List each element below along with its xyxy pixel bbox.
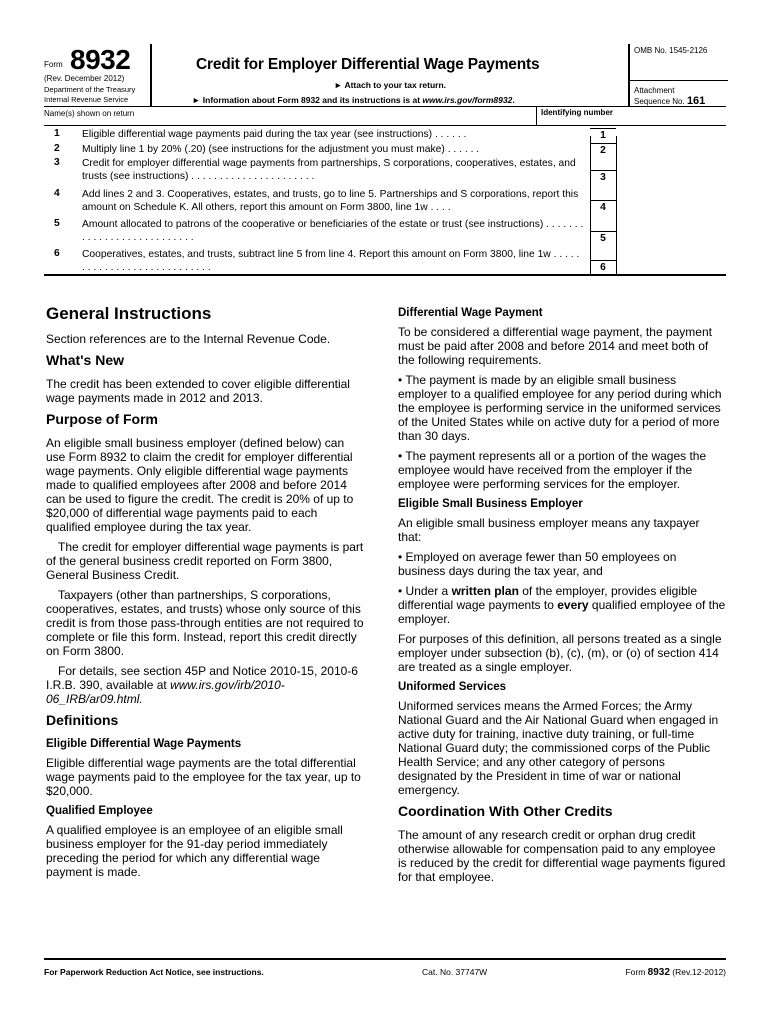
esbe-heading: Eligible Small Business Employer xyxy=(398,498,583,510)
coordination-heading: Coordination With Other Credits xyxy=(398,803,613,819)
esbe-text: An eligible small business employer means any taxpayer that: xyxy=(398,516,700,544)
dwp-text: To be considered a differential wage payment, the payment must be paid after 2008 and before 2014 and meet both of the following requirements. xyxy=(398,325,712,367)
line-box[interactable]: 4 xyxy=(590,200,616,215)
sequence-number: Sequence No. 161 xyxy=(634,95,706,107)
section-refs: Section references are to the Internal Revenue Code. xyxy=(46,332,331,346)
omb-number: OMB No. 1545-2126 xyxy=(634,46,708,55)
whats-new-heading: What's New xyxy=(46,352,125,368)
catalog-number: Cat. No. 37747W xyxy=(422,967,488,977)
form-page xyxy=(44,44,726,276)
coordination-text: The amount of any research credit or orphan drug credit otherwise allowable for compensation paid to any employee is reduced by the credit for differential wage payments figured for that employee. xyxy=(398,828,726,884)
footer xyxy=(44,958,726,978)
footer-form-id: Form 8932 (Rev.12-2012) xyxy=(625,967,726,978)
uniformed-services-text: Uniformed services means the Armed Forces; the Army National Guard and the Air National Guard when engaged in active duty for training, inactive duty training, or full-time National Guard duty; the commissioned corps of the Public Health Service; and any other category of persons designated by the President in time of war or national emergency. xyxy=(398,699,719,797)
revision-date: (Rev. December 2012) xyxy=(44,74,125,83)
attachment-label: Attachment xyxy=(634,86,675,95)
general-instructions-heading: General Instructions xyxy=(46,304,212,323)
line-box[interactable]: 5 xyxy=(590,231,616,246)
info-note: ► Information about Form 8932 and its instructions is at www.irs.gov/form8932. xyxy=(192,95,515,105)
form-id-block xyxy=(44,44,152,106)
esbe-bullet-2: • Under a written plan of the employer, provides eligible differential wage payments to every qualified employee of the employer. xyxy=(398,584,726,626)
omb-block xyxy=(628,44,728,106)
purpose-p1: An eligible small business employer (defined below) can use Form 8932 to claim the credit for employer differential wage payments. Only eligible differential wage payments made to qualified employees after 2008 and before 2014 can be used to figure the credit. The credit is 20% of up to $20,000 of differential wage payments paid to each qualified employee during the tax year. xyxy=(46,436,354,534)
esbe-bullet-1: • Employed on average fewer than 50 employees on business days during the tax year, and xyxy=(398,550,677,578)
notice-url[interactable]: www.irs.gov/irb/2010-06_IRB/ar09.html. xyxy=(46,678,285,706)
dwp-heading: Differential Wage Payment xyxy=(398,307,543,319)
department: Department of the Treasury xyxy=(44,85,136,94)
form-header xyxy=(44,44,726,107)
line-box[interactable]: 1 xyxy=(590,128,616,143)
edwp-heading: Eligible Differential Wage Payments xyxy=(46,738,242,750)
info-url[interactable]: www.irs.gov/form8932 xyxy=(422,95,513,105)
purpose-heading: Purpose of Form xyxy=(46,411,159,427)
purpose-p2: The credit for employer differential wage payments is part of the general business credit reported on Form 3800, General Business Credit. xyxy=(46,540,364,582)
name-row xyxy=(44,107,726,126)
title-block xyxy=(152,44,628,106)
purpose-p4: For details, see section 45P and Notice 2010-15, 2010-6 I.R.B. 390, available at www.irs.gov/irb/2010-06_IRB/ar09.html. xyxy=(46,664,358,706)
agency: Internal Revenue Service xyxy=(44,95,129,104)
line-items: 1 Eligible differential wage payments paid during the tax year (see instructions) . . . . . . 1 2 Multiply line 1 by 20% (.20) (see instructions for the adjustment you must make) . . . . . . 2 3 Credit for employer differential wage payments from partnerships, S corporations, cooperatives, estates, and trusts (see instructions) . . . . . . . . . . . . . . . . . . . . . . 3 4 Add lines 2 and 3. Cooperatives, estates, and trusts, go to line 5. Partnerships and S corporations, report this amount on Schedule K. All others, report this amount on Form 3800, line 1w . . . . 4 5 Amount allocated to patrons of the cooperative or beneficiaries of the estate or trust (see instructions) . . . . . . . . . . . . . . . . . . . . . . . . . . . 5 6 Cooperatives, estates, and trusts, subtract line 5 from line 4. Report this amount on Form 3800, line 1w . . . . . . . . . . . . . . . . . . . . . . . . . . . . 6 xyxy=(44,126,726,276)
line-box[interactable]: 3 xyxy=(590,170,616,185)
definitions-heading: Definitions xyxy=(46,712,119,728)
qualified-employee-heading: Qualified Employee xyxy=(46,805,153,817)
whats-new-text: The credit has been extended to cover eligible differential wage payments made in 2012 and 2013. xyxy=(46,377,350,405)
paperwork-notice: For Paperwork Reduction Act Notice, see instructions. xyxy=(44,967,264,977)
edwp-text: Eligible differential wage payments are the total differential wage payments paid to the employee for the tax year, up to $20,000. xyxy=(46,756,361,798)
esbe-p2: For purposes of this definition, all persons treated as a single employer under subsection (b), (c), (m), or (o) of section 414 are treated as a single employer. xyxy=(398,632,722,674)
line-box[interactable]: 2 xyxy=(590,143,616,158)
qualified-employee-text: A qualified employee is an employee of an eligible small business employer for the 91-day period immediately preceding the period for which any differential wage payment is made. xyxy=(46,823,343,879)
identifying-number-field[interactable]: Identifying number xyxy=(536,107,613,125)
form-title: Credit for Employer Differential Wage Payments xyxy=(196,56,540,73)
line-box[interactable]: 6 xyxy=(590,260,616,275)
dwp-bullet-2: • The payment represents all or a portion of the wages the employee would have received from the employer if the employee were performing services for the employer. xyxy=(398,449,707,491)
uniformed-services-heading: Uniformed Services xyxy=(398,681,507,693)
right-column xyxy=(398,306,726,890)
purpose-p3: Taxpayers (other than partnerships, S corporations, cooperatives, estates, and trusts) whose only source of this credit is from those pass-through entities are not required to complete or file this form. Instead, report this credit directly on Form 3800. xyxy=(46,588,364,658)
name-field[interactable]: Name(s) shown on return xyxy=(44,109,135,118)
dwp-bullet-1: • The payment is made by an eligible small business employer to a qualified employee for any period during which the employee is performing service in the uniformed services of the United States while on active duty for a period of more than 30 days. xyxy=(398,373,722,443)
form-number: 8932 xyxy=(70,44,131,75)
form-label: Form xyxy=(44,60,63,69)
attach-note: ► Attach to your tax return. xyxy=(334,80,446,90)
left-column xyxy=(46,304,364,885)
